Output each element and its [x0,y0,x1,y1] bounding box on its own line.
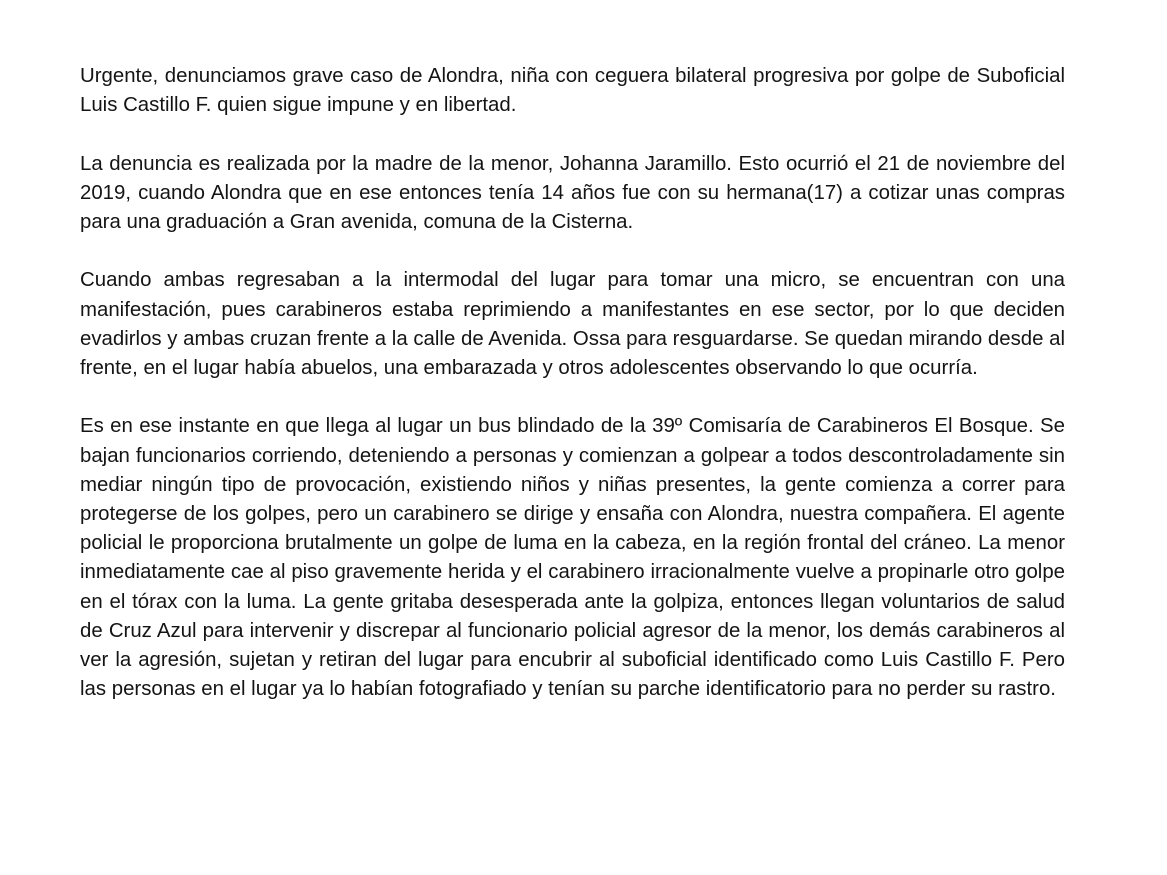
paragraph-complaint: La denuncia es realizada por la madre de la menor, Johanna Jaramillo. Esto ocurrió el 21 de noviembre del 2019, cuando Alondra que en ese entonces tenía 14 años fue con su hermana(17) a cotizar unas compras para una graduación a Gran avenida, comuna de la Cisterna. [80,152,1065,233]
paragraph-aggression: Es en ese instante en que llega al lugar un bus blindado de la 39º Comisaría de Carabineros El Bosque. Se bajan funcionarios corriendo, deteniendo a personas y comienzan a golpear a todos descontroladamente sin mediar ningún tipo de provocación, existiendo niños y niñas presentes, la gente comienza a correr para protegerse de los golpes, pero un carabinero se dirige y ensaña con Alondra, nuestra compañera. El agente policial le proporciona brutalmente un golpe de luma en la cabeza, en la región frontal del cráneo. La menor inmediatamente cae al piso gravemente herida y el carabinero irracionalmente vuelve a propinarle otro golpe en el tórax con la luma. La gente gritaba desesperada ante la golpiza, entonces llegan voluntarios de salud de Cruz Azul para intervenir y discrepar al funcionario policial agresor de la menor, los demás carabineros al ver la agresión, sujetan y retiran del lugar para encubrir al suboficial identificado como Luis Castillo F. Pero las personas en el lugar ya lo habían fotografiado y tenían su parche identificatorio para no perder su rastro. [80,415,1065,701]
document-body [80,62,1065,734]
paragraph-manifestation: Cuando ambas regresaban a la intermodal del lugar para tomar una micro, se encuentran con una manifestación, pues carabineros estaba reprimiendo a manifestantes en ese sector, por lo que deciden evadirlos y ambas cruzan frente a la calle de Avenida. Ossa para resguardarse. Se quedan mirando desde al frente, en el lugar había abuelos, una embarazada y otros adolescentes observando lo que ocurría. [80,269,1065,379]
paragraph-intro: Urgente, denunciamos grave caso de Alondra, niña con ceguera bilateral progresiva por golpe de Suboficial Luis Castillo F. quien sigue impune y en libertad. [80,65,1065,117]
